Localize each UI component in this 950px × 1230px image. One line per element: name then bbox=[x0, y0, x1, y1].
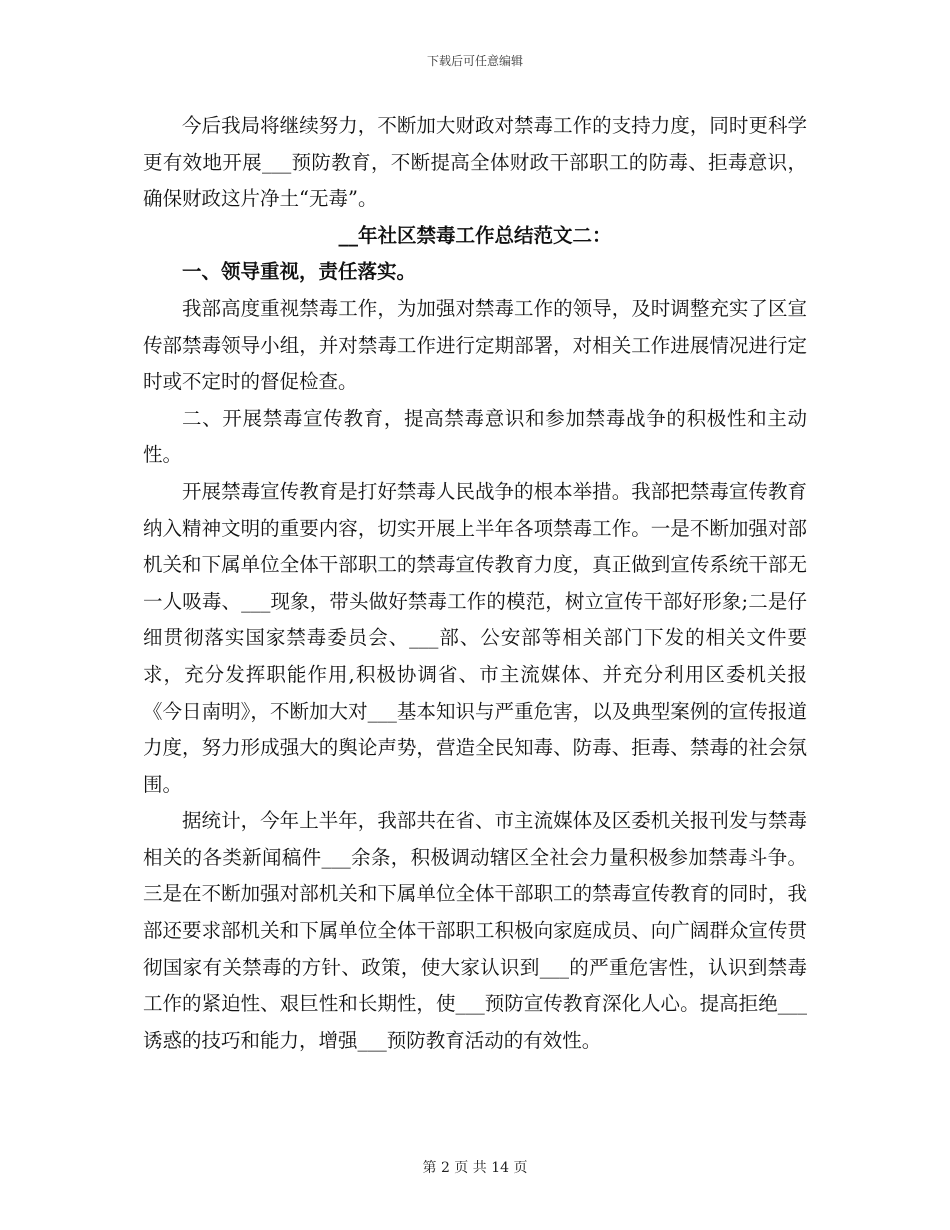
section-title: __年社区禁毒工作总结范文二： bbox=[338, 223, 612, 247]
page-footer: 第 2 页 共 14 页 bbox=[422, 1160, 528, 1176]
page-header: 下载后可任意编辑 bbox=[426, 54, 523, 68]
document-body bbox=[143, 108, 807, 1059]
paragraph-education: 开展禁毒宣传教育是打好禁毒人民战争的根本举措。我部把禁毒宣传教育纳入精神文明的重要内容，切实开展上半年各项禁毒工作。一是不断加强对部机关和下属单位全体干部职工的禁毒宣传教育力度，真正做到宣传系统干部无一人吸毒、___现象，带头做好禁毒工作的模范，树立宣传干部好形象;二是仔细贯彻落实国家禁毒委员会、___部、公安部等相关部门下发的相关文件要求，充分发挥职能作用,积极协调省、市主流媒体、并充分利用区委机关报《今日南明》，不断加大对___基本知识与严重危害，以及典型案例的宣传报道力度，努力形成强大的舆论声势，营造全民知毒、防毒、拒毒、禁毒的社会氛围。 bbox=[143, 479, 807, 796]
heading-leadership: 一、领导重视，责任落实。 bbox=[182, 260, 417, 284]
paragraph-closing-commitment: 今后我局将继续努力，不断加大财政对禁毒工作的支持力度，同时更科学更有效地开展___预防教育，不断提高全体财政干部职工的防毒、拒毒意识，确保财政这片净土“无毒”。 bbox=[143, 114, 807, 211]
heading-education: 二、开展禁毒宣传教育，提高禁毒意识和参加禁毒战争的积极性和主动性。 bbox=[143, 406, 807, 467]
paragraph-statistics: 据统计，今年上半年，我部共在省、市主流媒体及区委机关报刊发与禁毒相关的各类新闻稿件___余条，积极调动辖区全社会力量积极参加禁毒斗争。三是在不断加强对部机关和下属单位全体干部职工的禁毒宣传教育的同时，我部还要求部机关和下属单位全体干部职工积极向家庭成员、向广阔群众宣传贯彻国家有关禁毒的方针、政策，使大家认识到___的严重危害性，认识到禁毒工作的紧迫性、艰巨性和长期性，使___预防宣传教育深化人心。提高拒绝___诱惑的技巧和能力，增强___预防教育活动的有效性。 bbox=[143, 809, 807, 1052]
paragraph-leadership: 我部高度重视禁毒工作，为加强对禁毒工作的领导，及时调整充实了区宣传部禁毒领导小组，并对禁毒工作进行定期部署，对相关工作进展情况进行定时或不定时的督促检查。 bbox=[143, 296, 807, 394]
